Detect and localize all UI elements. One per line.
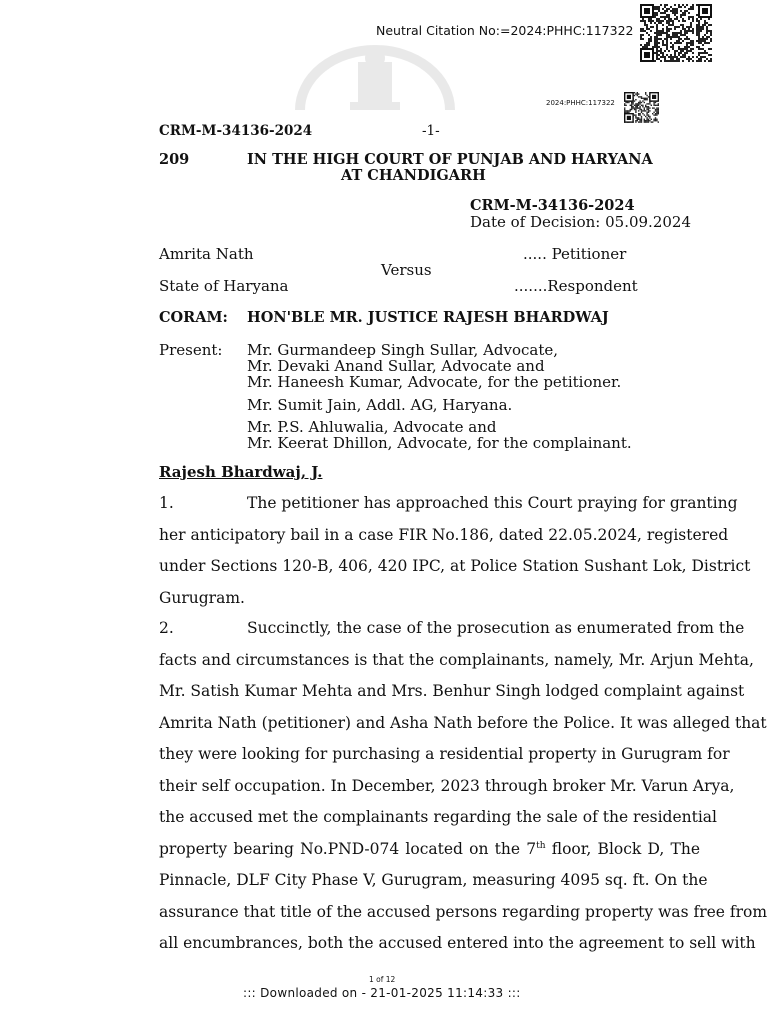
download-footer: ::: Downloaded on - 21-01-2025 11:14:33 ::: [243,986,521,1000]
present-label: Present: [159,341,223,359]
paragraph-number: 1. [159,494,174,512]
coram-label: CORAM: [159,309,228,326]
coram-judge: HON'BLE MR. JUSTICE RAJESH BHARDWAJ [247,309,609,326]
page-count: 1 of 12 [369,975,396,984]
counsel-line: Mr. Keerat Dhillon, Advocate, for the complainant. [247,434,632,452]
counsel-line: Mr. Gurmandeep Singh Sullar, Advocate, [247,341,559,359]
page-marker: -1- [422,123,440,139]
counsel-line: Mr. P.S. Ahluwalia, Advocate and [247,418,497,436]
petitioner-name: Amrita Nath [159,245,254,263]
qr-code-small [624,92,660,124]
paragraph-1: 1. The petitioner has approached this Court praying for granting her anticipatory bail in a case FIR No.186, dated 22.05.2024, registered under Sections 120-B, 406, 420 IPC, at Police Station Sushant Lok, District Gurugram. [159,488,700,614]
case-number: CRM-M-34136-2024 [470,197,635,214]
versus-label: Versus [381,261,432,279]
counsel-line: Mr. Haneesh Kumar, Advocate, for the petitioner. [247,373,622,391]
qr-code-large [640,4,712,62]
counsel-line: Mr. Devaki Anand Sullar, Advocate and [247,357,545,375]
case-number-header: CRM-M-34136-2024 [159,123,313,139]
neutral-citation: Neutral Citation No:=2024:PHHC:117322 [376,23,634,38]
respondent-role: .......Respondent [514,277,638,295]
court-name-line2: AT CHANDIGARH [341,167,486,184]
judge-heading: Rajesh Bhardwaj, J. [159,463,323,481]
paragraph-number: 2. [159,619,174,637]
paragraph-2: 2. Succinctly, the case of the prosecution as enumerated from the facts and circumstances is that the complainants, namely, Mr. Arjun Mehta, Mr. Satish Kumar Mehta and Mrs. Benhur Singh lodged complaint against Amrita Nath (petitioner) and Asha Nath before the Police. It was alleged that they were looking for purchasing a residential property in Gurugram for their self occupation. In December, 2023 through broker Mr. Varun Arya, the accused met the complainants regarding the sale of the residential property bearing No.PND-074 located on the 7th floor, Block D, The Pinnacle, DLF City Phase V, Gurugram, measuring 4095 sq. ft. On the assurance that title of the accused persons regarding property was free from all encumbrances, both the accused entered into the agreement to sell with [159,613,700,960]
item-number: 209 [159,151,190,168]
counsel-line: Mr. Sumit Jain, Addl. AG, Haryana. [247,396,513,414]
respondent-name: State of Haryana [159,277,289,295]
petitioner-role: ..... Petitioner [523,245,627,263]
court-name-line1: IN THE HIGH COURT OF PUNJAB AND HARYANA [247,151,653,168]
decision-date: Date of Decision: 05.09.2024 [470,213,691,231]
qr-small-label: 2024:PHHC:117322 [546,99,615,107]
